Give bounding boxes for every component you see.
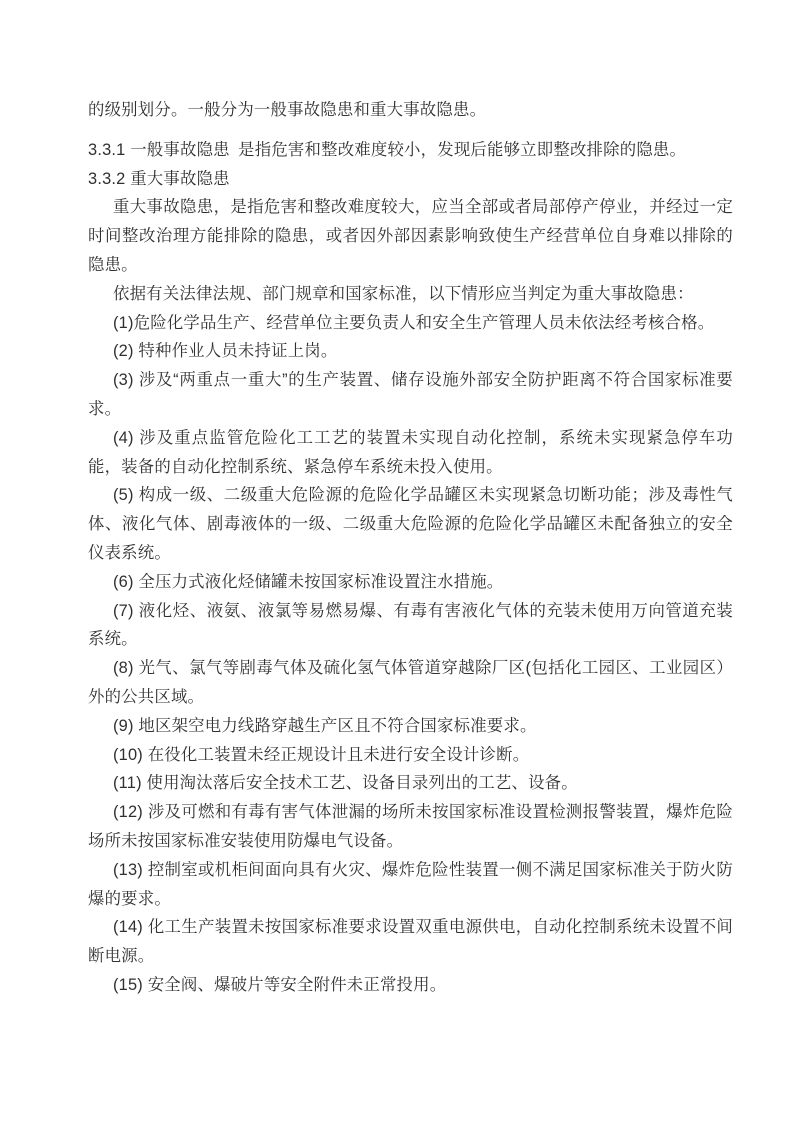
hazard-item-13: (13) 控制室或机柜间面向具有火灾、爆炸危险性装置一侧不满足国家标准关于防火防爆的要求。 [88,860,733,908]
paragraph-major-hazard-definition: 重大事故隐患，是指危害和整改难度较大，应当全部或者局部停产停业，并经过一定时间整改治理方能排除的隐患，或者因外部因素影响致使生产经营单位自身难以排除的隐患。 [88,198,733,274]
body-text-continuation: 的级别划分。一般分为一般事故隐患和重大事故隐患。 [88,101,487,119]
paragraph-criteria-intro: 依据有关法律法规、部门规章和国家标准，以下情形应当判定为重大事故隐患： [113,284,694,303]
hazard-item-8: (8) 光气、氯气等剧毒气体及硫化氢气体管道穿越除厂区(包括化工园区、工业园区）外的公共区域。 [88,659,733,706]
hazard-item-7: (7) 液化烃、液氨、液氯等易燃易爆、有毒有害液化气体的充装未使用万向管道充装系统。 [88,601,733,649]
hazard-item-10: (10) 在役化工装置未经正规设计且未进行安全设计诊断。 [113,745,530,764]
hazard-item-15: (15) 安全阀、爆破片等安全附件未正常投用。 [113,975,447,994]
hazard-item-11: (11) 使用淘汰落后安全技术工艺、设备目录列出的工艺、设备。 [113,774,578,793]
hazard-item-12: (12) 涉及可燃和有毒有害气体泄漏的场所未按国家标准设置检测报警装置，爆炸危险场所未按国家标准安装使用防爆电气设备。 [88,803,733,850]
hazard-item-4: (4) 涉及重点监管危险化工工艺的装置未实现自动化控制，系统未实现紧急停车功能，装备的自动化控制系统、紧急停车系统未投入使用。 [88,428,733,476]
section-heading-3-3-1: 3.3.1 一般事故隐患 是指危害和整改难度较小，发现后能够立即整改排除的隐患。 [88,140,687,159]
hazard-item-2: (2) 特种作业人员未持证上岗。 [113,342,338,361]
section-heading-3-3-2: 3.3.2 重大事故隐患 [88,169,230,188]
hazard-item-1: (1)危险化学品生产、经营单位主要负责人和安全生产管理人员未依法经考核合格。 [113,313,715,332]
hazard-item-6: (6) 全压力式液化烃储罐未按国家标准设置注水措施。 [113,572,504,591]
hazard-item-3: (3) 涉及“两重点一重大”的生产装置、储存设施外部安全防护距离不符合国家标准要求。 [88,371,733,418]
hazard-item-14: (14) 化工生产装置未按国家标准要求设置双重电源供电，自动化控制系统未设置不间断电源。 [88,918,733,966]
hazard-item-9: (9) 地区架空电力线路穿越生产区且不符合国家标准要求。 [113,716,537,735]
hazard-item-5: (5) 构成一级、二级重大危险源的危险化学品罐区未实现紧急切断功能；涉及毒性气体、液化气体、剧毒液体的一级、二级重大危险源的危险化学品罐区未配备独立的安全仪表系统。 [88,486,733,562]
